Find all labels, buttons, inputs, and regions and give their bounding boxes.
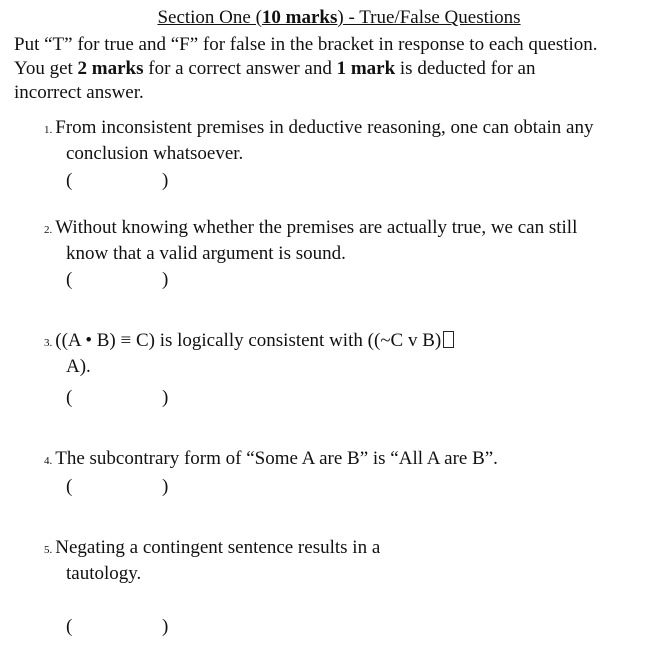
- question-text-cont: tautology.: [66, 563, 142, 584]
- question-text-cont: know that a valid argument is sound.: [66, 243, 346, 264]
- question-number: 4.: [44, 455, 53, 467]
- question-text-cont: conclusion whatsoever.: [66, 143, 244, 164]
- title-prefix: Section One (: [157, 7, 262, 28]
- instructions-line-2: [14, 57, 660, 81]
- question-2: [44, 216, 656, 266]
- question-number: 3.: [44, 337, 53, 349]
- bracket-close: ): [162, 269, 169, 290]
- bracket-close: ): [162, 387, 169, 408]
- bracket-open: (: [66, 170, 73, 191]
- question-text-cont: A).: [66, 356, 91, 377]
- question-4: [44, 447, 656, 473]
- deduct-marks: 1 mark: [336, 58, 396, 79]
- question-text: The subcontrary form of “Some A are B” is “All A are B”.: [55, 448, 498, 469]
- bracket-close: ): [162, 476, 169, 497]
- question-3: [44, 329, 656, 379]
- question-text: From inconsistent premises in deductive reasoning, one can obtain any: [55, 117, 594, 138]
- bracket-open: (: [66, 476, 73, 497]
- title-suffix: ) - True/False Questions: [337, 7, 521, 28]
- instructions-text: is deducted for an: [395, 58, 536, 79]
- question-text: Negating a contingent sentence results in a: [55, 537, 381, 558]
- bracket-open: (: [66, 616, 73, 637]
- question-text: ((A • B) ≡ C) is logically consistent with ((~C v B): [55, 330, 442, 351]
- question-5: [44, 536, 656, 586]
- question-1: [44, 116, 656, 166]
- instructions-text: for a correct answer and: [143, 58, 337, 79]
- question-number: 5.: [44, 544, 53, 556]
- question-number: 2.: [44, 224, 53, 236]
- instructions: [14, 33, 660, 105]
- missing-symbol-icon: [443, 331, 454, 348]
- bracket-open: (: [66, 269, 73, 290]
- bracket-close: ): [162, 616, 169, 637]
- title-marks: 10 marks: [261, 7, 338, 28]
- instructions-line-1: Put “T” for true and “F” for false in the bracket in response to each question.: [14, 34, 598, 55]
- correct-marks: 2 marks: [77, 58, 144, 79]
- bracket-open: (: [66, 387, 73, 408]
- bracket-close: ): [162, 170, 169, 191]
- instructions-line-3: incorrect answer.: [14, 82, 144, 103]
- question-number: 1.: [44, 124, 53, 136]
- section-title: [0, 7, 664, 29]
- question-text: Without knowing whether the premises are actually true, we can still: [55, 217, 578, 238]
- instructions-text: You get: [14, 58, 78, 79]
